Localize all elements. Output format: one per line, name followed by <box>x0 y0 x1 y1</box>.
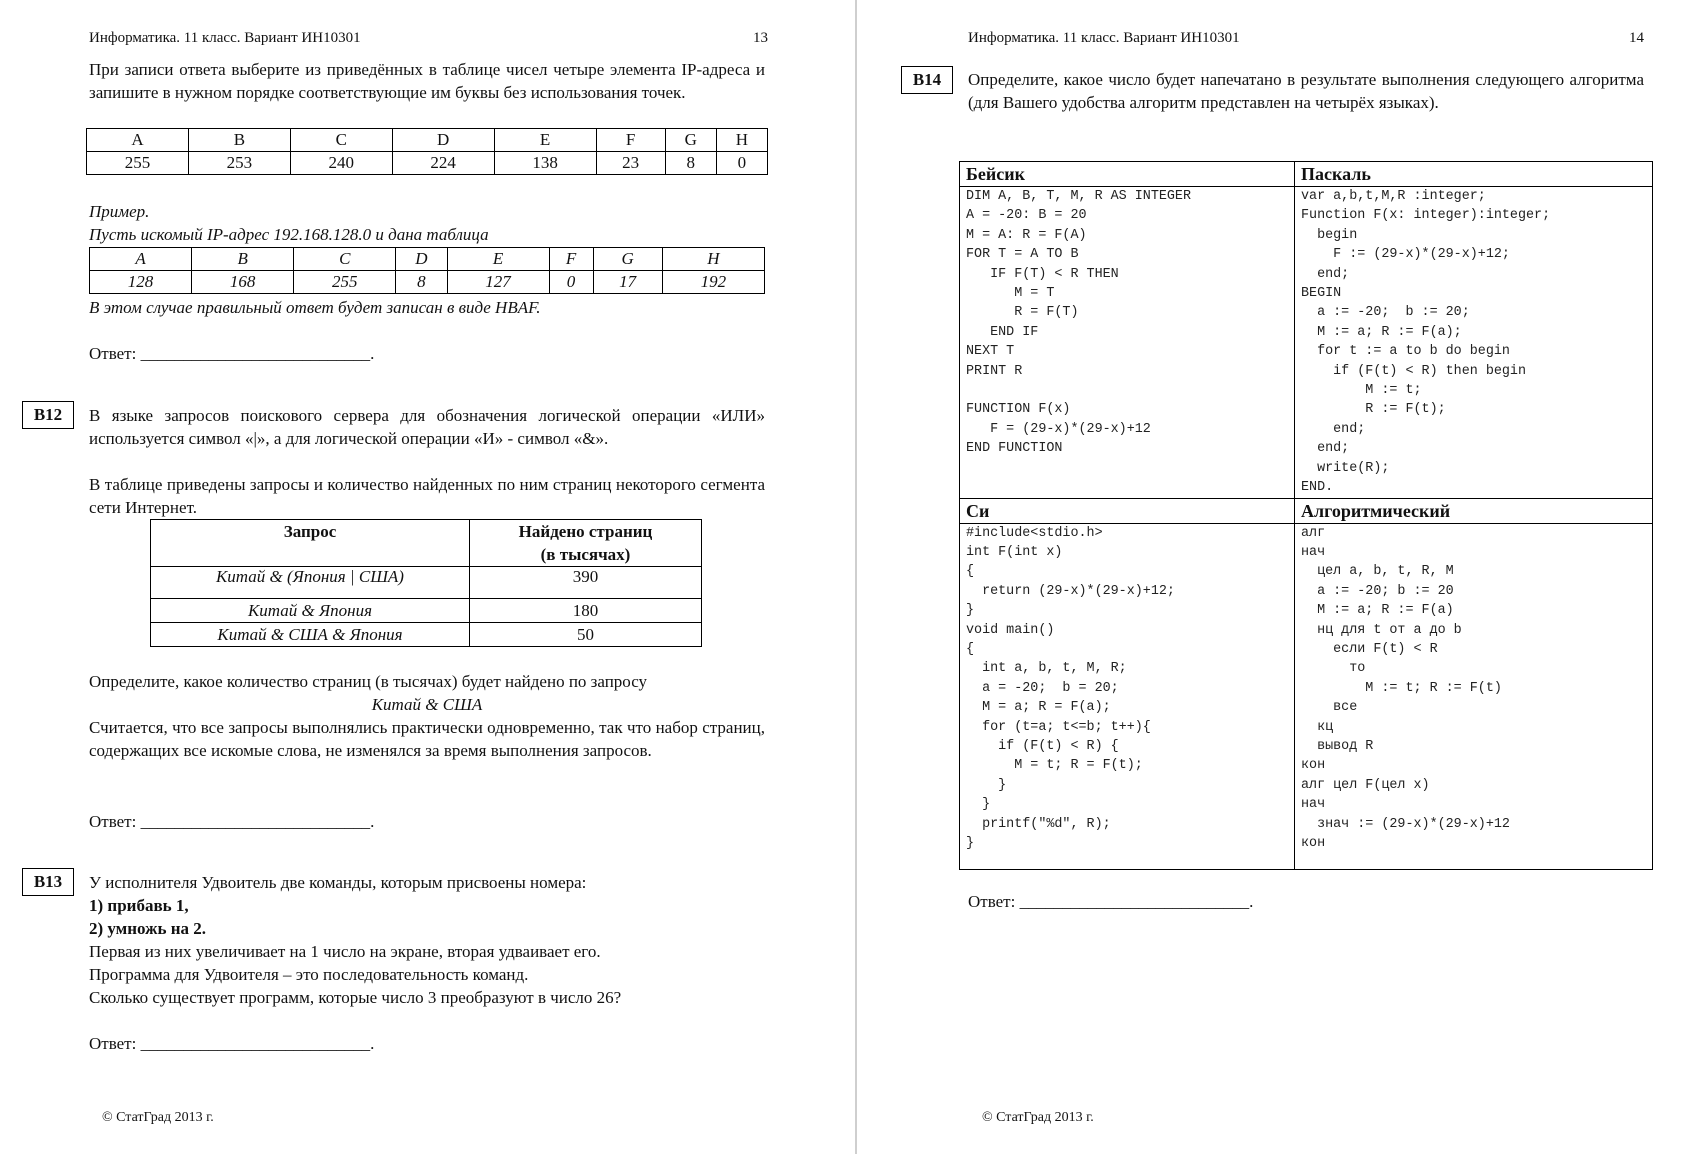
code-table <box>959 161 1653 870</box>
found-column-header <box>470 520 702 567</box>
ip-value: 0 <box>716 152 767 175</box>
query-cell: Китай & США & Япония <box>151 623 470 647</box>
page-header: Информатика. 11 класс. Вариант ИН10301 <box>89 30 361 46</box>
b12-note: Считается, что все запросы выполнялись практически одновременно, так что набор страниц, содержащих все искомые слова, не изменялся за время выполнения запросов. <box>89 718 765 760</box>
b13-line-3: Программа для Удвоителя – это последовательность команд. <box>89 965 529 984</box>
query-table <box>150 519 702 647</box>
answer-line: Ответ: ___________________________. <box>89 812 375 831</box>
c-title: Си <box>960 498 1295 523</box>
b12-question-query: Китай & США <box>371 695 483 714</box>
example-letter: B <box>192 248 294 271</box>
b13-command-1: 1) прибавь 1, <box>89 896 189 915</box>
example-value: 168 <box>192 271 294 294</box>
found-header-line-2: (в тысячах) <box>540 545 631 564</box>
example-letter: G <box>593 248 662 271</box>
page-number: 13 <box>753 30 768 46</box>
page-header: Информатика. 11 класс. Вариант ИН10301 <box>968 30 1240 46</box>
basic-code: DIM A, B, T, M, R AS INTEGER A = -20: B = 20 M = A: R = F(A) FOR T = A TO B IF F(T) < R THEN M = T R = F(T) END IF NEXT T PRINT R FUNCTION F(x) F = (29-x)*(29-x)+12 END FUNCTION <box>960 187 1295 499</box>
example-table <box>89 247 765 294</box>
task-label-b13: B13 <box>22 868 74 896</box>
example-value: 128 <box>90 271 192 294</box>
query-cell: Китай & Япония <box>151 599 470 623</box>
example-value: 127 <box>447 271 549 294</box>
example-letter: A <box>90 248 192 271</box>
table-row <box>151 623 702 647</box>
ip-table <box>86 128 768 175</box>
answer-line: Ответ: ___________________________. <box>89 1034 375 1053</box>
table-row <box>151 567 702 599</box>
b13-line-2: Первая из них увеличивает на 1 число на экране, вторая удваивает его. <box>89 942 601 961</box>
b12-question: Определите, какое количество страниц (в тысячах) будет найдено по запросу <box>89 672 648 691</box>
query-cell: Китай & (Япония | США) <box>151 567 470 599</box>
b12-paragraph-2: В таблице приведены запросы и количество найденных по ним страниц некоторого сегмента сети Интернет. <box>89 475 765 517</box>
count-cell: 390 <box>470 567 702 599</box>
answer-line: Ответ: ___________________________. <box>89 344 375 363</box>
ip-value: 253 <box>188 152 290 175</box>
ip-letter: E <box>494 129 596 152</box>
example-letter: E <box>447 248 549 271</box>
pascal-code: var a,b,t,M,R :integer; Function F(x: integer):integer; begin F := (29-x)*(29-x)+12; end; BEGIN a := -20; b := 20; M := a; R := F(a); for t := a to b do begin if (F(t) < R) then begin M := t; R := F(t); end; end; write(R); END. <box>1295 187 1653 499</box>
ip-value: 240 <box>290 152 392 175</box>
ip-letter: G <box>665 129 716 152</box>
ip-letter: D <box>392 129 494 152</box>
page-number: 14 <box>1629 30 1644 46</box>
ip-value: 8 <box>665 152 716 175</box>
example-value: 8 <box>396 271 447 294</box>
c-code: #include<stdio.h> int F(int x) { return (29-x)*(29-x)+12; } void main() { int a, b, t, M, R; a = -20; b = 20; M = a; R = F(a); for (t=a; t<=b; t++){ if (F(t) < R) { M = t; R = F(t); } } printf("%d", R); } <box>960 523 1295 869</box>
example-letter: H <box>662 248 764 271</box>
found-header-line-1: Найдено страниц <box>518 522 653 541</box>
right-page <box>857 0 1704 1154</box>
example-note: В этом случае правильный ответ будет записан в виде HBAF. <box>89 298 541 317</box>
ip-value: 23 <box>596 152 665 175</box>
b14-question: Определите, какое число будет напечатано в результате выполнения следующего алгоритма (для Вашего удобства алгоритм представлен на четырёх языках). <box>968 70 1644 112</box>
count-cell: 50 <box>470 623 702 647</box>
ip-value: 138 <box>494 152 596 175</box>
example-letter: F <box>549 248 593 271</box>
b13-command-2: 2) умножь на 2. <box>89 919 206 938</box>
count-cell: 180 <box>470 599 702 623</box>
task-label-b14: B14 <box>901 66 953 94</box>
task-label-b12: B12 <box>22 401 74 429</box>
example-value: 17 <box>593 271 662 294</box>
page-footer: © СтатГрад 2013 г. <box>102 1110 214 1125</box>
ip-letter: H <box>716 129 767 152</box>
example-value: 255 <box>294 271 396 294</box>
alg-code: алг нач цел a, b, t, R, M a := -20; b := 20 M := a; R := F(a) нц для t от a до b если F(t) < R то M := t; R := F(t) все кц вывод R кон алг цел F(цел x) нач знач := (29-x)*(29-x)+12 кон <box>1295 523 1653 869</box>
ip-value: 224 <box>392 152 494 175</box>
pascal-title: Паскаль <box>1295 162 1653 187</box>
b12-paragraph-1: В языке запросов поискового сервера для обозначения логической операции «ИЛИ» используется символ «|», а для логической операции «И» - символ «&». <box>89 406 765 448</box>
ip-letter: A <box>87 129 189 152</box>
basic-title: Бейсик <box>960 162 1295 187</box>
table-row <box>151 599 702 623</box>
answer-line: Ответ: ___________________________. <box>968 892 1254 911</box>
ip-letter: B <box>188 129 290 152</box>
example-letter: D <box>396 248 447 271</box>
alg-title: Алгоритмический <box>1295 498 1653 523</box>
ip-letter: C <box>290 129 392 152</box>
example-value: 192 <box>662 271 764 294</box>
example-value: 0 <box>549 271 593 294</box>
example-title: Пример. <box>89 202 150 221</box>
query-column-header: Запрос <box>151 520 470 567</box>
example-text: Пусть искомый IP-адрес 192.168.128.0 и дана таблица <box>89 225 489 244</box>
b13-line-4: Сколько существует программ, которые число 3 преобразуют в число 26? <box>89 988 622 1007</box>
ip-value: 255 <box>87 152 189 175</box>
example-letter: C <box>294 248 396 271</box>
b13-line-1: У исполнителя Удвоитель две команды, которым присвоены номера: <box>89 873 587 892</box>
ip-intro-text: При записи ответа выберите из приведённых в таблице чисел четыре элемента IP-адреса и запишите в нужном порядке соответствующие им буквы без использования точек. <box>89 60 765 102</box>
page-footer: © СтатГрад 2013 г. <box>982 1110 1094 1125</box>
ip-letter: F <box>596 129 665 152</box>
